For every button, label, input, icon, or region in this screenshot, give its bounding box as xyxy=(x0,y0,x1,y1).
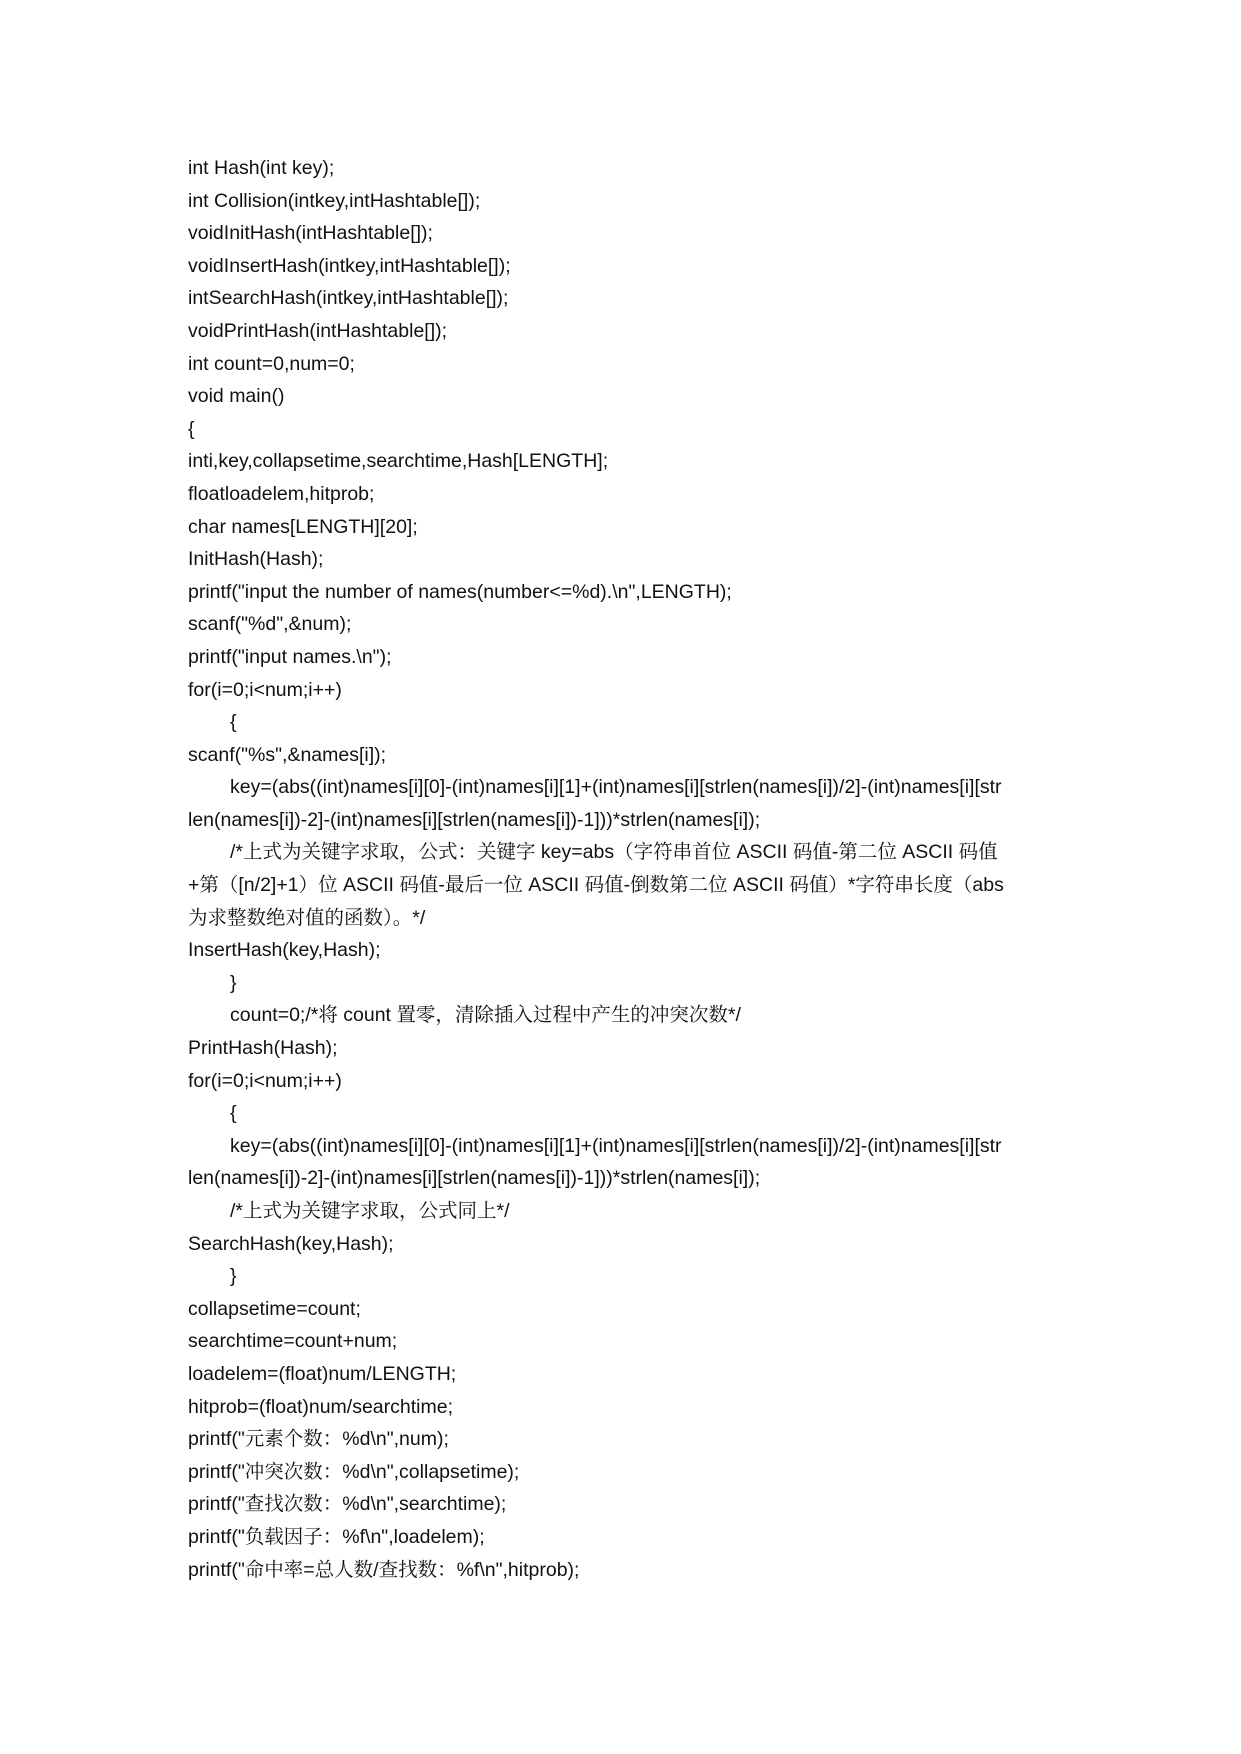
code-line: inti,key,collapsetime,searchtime,Hash[LENGTH]; xyxy=(188,450,609,473)
code-line: { xyxy=(188,417,195,440)
code-line: key=(abs((int)names[i][0]-(int)names[i][1]+(int)names[i][strlen(names[i])/2]-(int)names[i][str xyxy=(230,1134,1002,1157)
code-line: InsertHash(key,Hash); xyxy=(188,939,381,962)
code-line: printf("负载因子：%f\n",loadelem); xyxy=(188,1525,485,1548)
code-line: searchtime=count+num; xyxy=(188,1330,398,1353)
code-line: printf("input names.\n"); xyxy=(188,645,392,668)
code-comment-line: /*上式为关键字求取，公式：关键字 key=abs（字符串首位 ASCII 码值-第二位 ASCII 码值 xyxy=(230,841,998,864)
code-line: } xyxy=(230,971,237,994)
code-line: count=0;/*将 count 置零，清除插入过程中产生的冲突次数*/ xyxy=(230,1004,741,1027)
code-line: len(names[i])-2]-(int)names[i][strlen(names[i])-1]))*strlen(names[i]); xyxy=(188,1167,761,1190)
code-comment-line: 为求整数绝对值的函数）。*/ xyxy=(188,906,426,929)
code-line: int Hash(int key); xyxy=(188,157,335,179)
code-line: SearchHash(key,Hash); xyxy=(188,1232,394,1255)
code-line: floatloadelem,hitprob; xyxy=(188,482,375,505)
code-line: int Collision(intkey,intHashtable[]); xyxy=(188,189,481,212)
code-line: { xyxy=(230,711,237,734)
code-line: printf("冲突次数：%d\n",collapsetime); xyxy=(188,1460,520,1483)
code-line: printf("input the number of names(number<=%d).\n",LENGTH); xyxy=(188,580,732,603)
code-comment-line: +第（[n/2]+1）位 ASCII 码值-最后一位 ASCII 码值-倒数第二位 ASCII 码值）*字符串长度（abs xyxy=(188,874,1004,897)
code-line: void main() xyxy=(188,385,285,408)
code-line: int count=0,num=0; xyxy=(188,352,355,375)
code-line: PrintHash(Hash); xyxy=(188,1037,338,1060)
code-line: voidInsertHash(intkey,intHashtable[]); xyxy=(188,254,511,277)
code-line: for(i=0;i<num;i++) xyxy=(188,678,342,701)
code-line: voidPrintHash(intHashtable[]); xyxy=(188,319,448,342)
code-line: collapsetime=count; xyxy=(188,1297,361,1320)
code-line: key=(abs((int)names[i][0]-(int)names[i][1]+(int)names[i][strlen(names[i])/2]-(int)names[i][str xyxy=(230,776,1002,799)
code-line: printf("命中率=总人数/查找数：%f\n",hitprob); xyxy=(188,1558,580,1581)
code-line: printf("元素个数：%d\n",num); xyxy=(188,1428,449,1451)
code-comment-line: /*上式为关键字求取，公式同上*/ xyxy=(230,1200,510,1222)
code-line: scanf("%d",&num); xyxy=(188,613,352,636)
code-line: char names[LENGTH][20]; xyxy=(188,515,418,538)
code-listing xyxy=(188,152,1068,1586)
code-line: hitprob=(float)num/searchtime; xyxy=(188,1395,453,1418)
code-line: { xyxy=(230,1102,237,1125)
code-line: voidInitHash(intHashtable[]); xyxy=(188,222,433,245)
code-line: len(names[i])-2]-(int)names[i][strlen(names[i])-1]))*strlen(names[i]); xyxy=(188,808,761,831)
code-line: intSearchHash(intkey,intHashtable[]); xyxy=(188,287,509,310)
code-line: InitHash(Hash); xyxy=(188,548,324,571)
code-line: scanf("%s",&names[i]); xyxy=(188,743,387,766)
code-line: loadelem=(float)num/LENGTH; xyxy=(188,1362,457,1385)
code-line: } xyxy=(230,1265,237,1288)
code-line: for(i=0;i<num;i++) xyxy=(188,1069,342,1092)
code-line: printf("查找次数：%d\n",searchtime); xyxy=(188,1493,507,1516)
